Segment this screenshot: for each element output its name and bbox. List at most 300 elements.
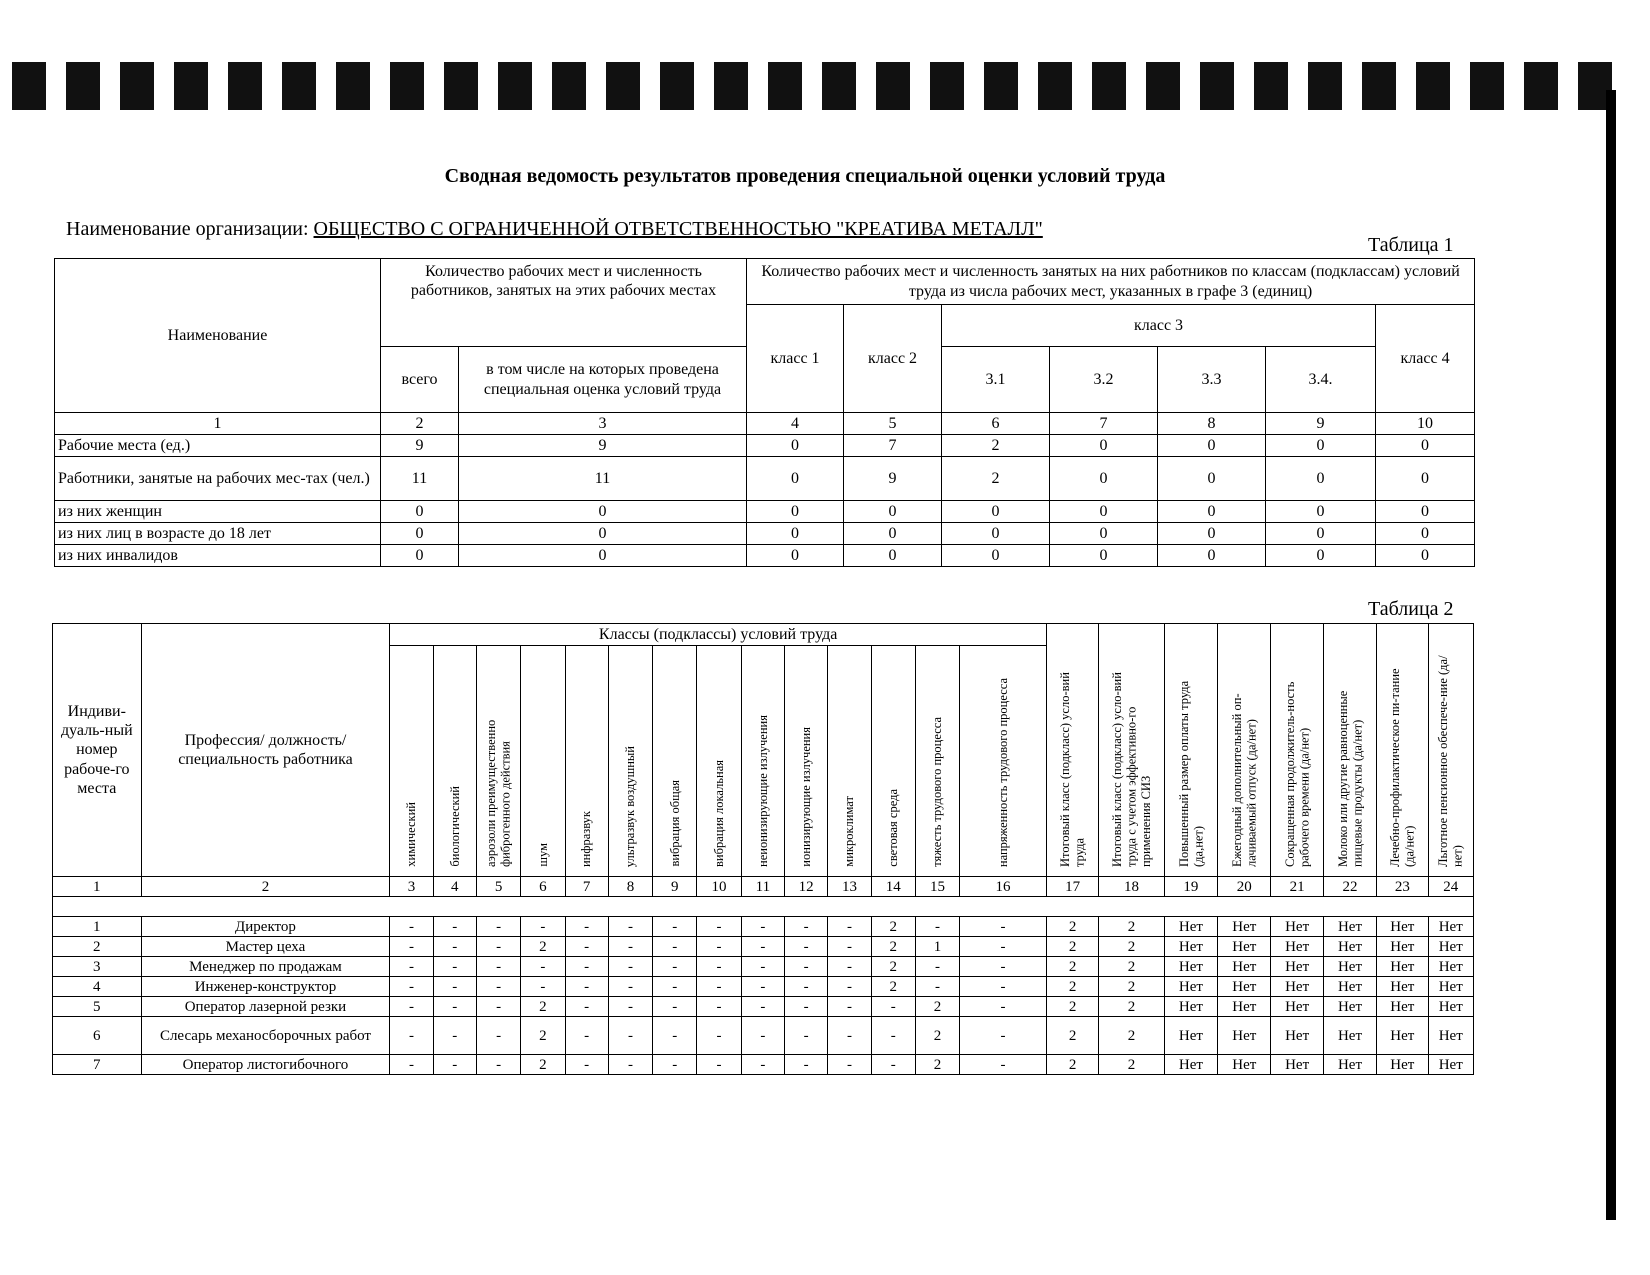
t2-header-extra bbox=[1099, 624, 1164, 877]
t2-header-profession: Профессия/ должность/ специальность работника bbox=[141, 624, 390, 877]
t1-cell: 0 bbox=[381, 545, 459, 567]
t2-cell: 2 bbox=[1099, 977, 1164, 997]
t2-cell: - bbox=[653, 997, 697, 1017]
t2-cell: - bbox=[741, 957, 784, 977]
t2-cell: Нет bbox=[1377, 957, 1428, 977]
t2-cell: - bbox=[785, 917, 828, 937]
t1-col-number: 1 bbox=[55, 413, 381, 435]
table-row bbox=[55, 435, 1475, 457]
table-row bbox=[55, 545, 1475, 567]
binding-hole bbox=[1200, 62, 1234, 110]
t2-cell: - bbox=[828, 957, 871, 977]
t2-cell: - bbox=[785, 957, 828, 977]
t2-col-number: 4 bbox=[433, 877, 476, 897]
t1-cell: 0 bbox=[942, 523, 1050, 545]
t2-cell: 2 bbox=[915, 1017, 959, 1055]
t2-header-factor-label: ультразвук воздушный bbox=[623, 745, 638, 867]
t2-cell: - bbox=[433, 1017, 476, 1055]
t1-cell: 0 bbox=[1050, 545, 1158, 567]
t2-header-factor bbox=[608, 646, 652, 877]
t2-cell: Нет bbox=[1428, 1017, 1474, 1055]
t2-header-extra bbox=[1218, 624, 1271, 877]
t2-cell: 2 bbox=[1099, 957, 1164, 977]
t2-cell: 2 bbox=[1099, 1017, 1164, 1055]
t2-header-factor bbox=[390, 646, 433, 877]
t2-header-extra bbox=[1428, 624, 1474, 877]
t2-cell: - bbox=[565, 937, 608, 957]
binding-hole bbox=[1362, 62, 1396, 110]
t1-column-numbers bbox=[55, 413, 1475, 435]
t2-cell: - bbox=[476, 997, 520, 1017]
t1-col-number: 8 bbox=[1158, 413, 1266, 435]
t2-cell: 2 bbox=[871, 937, 915, 957]
summary-table bbox=[54, 258, 1475, 567]
t2-header-extra bbox=[1046, 624, 1098, 877]
t1-cell: 0 bbox=[1158, 523, 1266, 545]
t2-header-extra-label: Ежегодный дополнительный оп-лачиваемый отпуск (да/нет) bbox=[1229, 693, 1259, 867]
t2-col-number: 3 bbox=[390, 877, 433, 897]
t2-cell: - bbox=[433, 917, 476, 937]
table-row bbox=[53, 917, 1474, 937]
binding-hole bbox=[12, 62, 46, 110]
t2-cell: - bbox=[828, 917, 871, 937]
t1-cell: 0 bbox=[1158, 435, 1266, 457]
t2-cell: - bbox=[871, 997, 915, 1017]
t2-cell: - bbox=[785, 977, 828, 997]
t2-cell: - bbox=[871, 1017, 915, 1055]
t2-workplace-number: 3 bbox=[53, 957, 142, 977]
t2-cell: - bbox=[390, 1055, 433, 1075]
t1-cell: 0 bbox=[844, 523, 942, 545]
t2-header-classes: Классы (подклассы) условий труда bbox=[390, 624, 1047, 646]
t1-cell: 0 bbox=[747, 545, 844, 567]
table-row bbox=[53, 977, 1474, 997]
t2-cell: 2 bbox=[1099, 937, 1164, 957]
t2-cell: Нет bbox=[1428, 977, 1474, 997]
t2-header-factor-label: вибрация локальная bbox=[711, 760, 726, 867]
t2-cell: - bbox=[476, 937, 520, 957]
t1-header-assessed: в том числе на которых проведена специальная оценка условий труда bbox=[459, 347, 747, 413]
t1-col-number: 3 bbox=[459, 413, 747, 435]
t2-workplace-number: 4 bbox=[53, 977, 142, 997]
t2-cell: - bbox=[433, 937, 476, 957]
binding-hole bbox=[768, 62, 802, 110]
t2-cell: - bbox=[828, 1017, 871, 1055]
binding-hole bbox=[876, 62, 910, 110]
t2-col-number: 15 bbox=[915, 877, 959, 897]
binding-hole bbox=[390, 62, 424, 110]
t1-header-classes: Количество рабочих мест и численность занятых на них работников по классам (подклассам) условий труда из числа рабочих мест, указанных в графе 3 (единиц) bbox=[747, 259, 1475, 305]
t2-col-number: 22 bbox=[1323, 877, 1376, 897]
t2-cell: - bbox=[653, 1017, 697, 1055]
t2-cell: Нет bbox=[1164, 997, 1217, 1017]
t1-cell: 0 bbox=[747, 457, 844, 501]
binding-hole bbox=[228, 62, 262, 110]
t1-cell: 0 bbox=[1266, 457, 1376, 501]
t1-cell: 2 bbox=[942, 435, 1050, 457]
t2-profession: Оператор листогибочного bbox=[141, 1055, 390, 1075]
t1-cell: 11 bbox=[459, 457, 747, 501]
binding-hole bbox=[1146, 62, 1180, 110]
t1-cell: 0 bbox=[1376, 501, 1475, 523]
t2-cell: - bbox=[476, 977, 520, 997]
t2-header-factor-label: неионизирующие излучения bbox=[755, 715, 770, 867]
t2-cell: - bbox=[828, 937, 871, 957]
table1-caption: Таблица 1 bbox=[1368, 234, 1454, 256]
t2-cell: 2 bbox=[915, 1055, 959, 1075]
t2-cell: Нет bbox=[1428, 1055, 1474, 1075]
t2-cell: Нет bbox=[1323, 1017, 1376, 1055]
t2-cell: - bbox=[697, 957, 741, 977]
t2-cell: Нет bbox=[1377, 937, 1428, 957]
t2-cell: - bbox=[565, 917, 608, 937]
t2-cell: - bbox=[608, 1017, 652, 1055]
t2-cell: - bbox=[960, 997, 1047, 1017]
t2-cell: Нет bbox=[1377, 997, 1428, 1017]
t2-col-number: 16 bbox=[960, 877, 1047, 897]
binding-hole bbox=[336, 62, 370, 110]
t2-header-factor bbox=[785, 646, 828, 877]
t2-cell: Нет bbox=[1218, 1055, 1271, 1075]
t2-cell: 2 bbox=[521, 1055, 565, 1075]
t2-header-factor-label: инфразвук bbox=[579, 810, 594, 867]
t1-header-name: Наименование bbox=[55, 259, 381, 413]
t2-profession: Слесарь механосборочных работ bbox=[141, 1017, 390, 1055]
t1-col-number: 6 bbox=[942, 413, 1050, 435]
t2-header-factor-label: биологический bbox=[447, 786, 462, 867]
t2-cell: - bbox=[785, 937, 828, 957]
t1-row-label: из них лиц в возрасте до 18 лет bbox=[55, 523, 381, 545]
binding-hole bbox=[1524, 62, 1558, 110]
t2-header-extra-label: Итоговый класс (подкласс) усло-вий труда с учетом эффективно-го применения СИЗ bbox=[1109, 672, 1153, 867]
t2-header-extra-label: Итоговый класс (подкласс) усло-вий труда bbox=[1058, 672, 1087, 867]
t1-cell: 0 bbox=[459, 545, 747, 567]
t2-cell: Нет bbox=[1377, 917, 1428, 937]
t2-cell: - bbox=[608, 917, 652, 937]
t1-cell: 9 bbox=[459, 435, 747, 457]
t1-cell: 0 bbox=[1266, 545, 1376, 567]
organization-line bbox=[66, 218, 1043, 241]
t2-cell: - bbox=[785, 1055, 828, 1075]
t1-cell: 0 bbox=[942, 545, 1050, 567]
t2-cell: - bbox=[521, 957, 565, 977]
binding-hole bbox=[714, 62, 748, 110]
t1-cell: 9 bbox=[381, 435, 459, 457]
t2-cell: - bbox=[697, 997, 741, 1017]
t2-col-number: 6 bbox=[521, 877, 565, 897]
t1-header-3-2: 3.2 bbox=[1050, 347, 1158, 413]
t2-cell: - bbox=[697, 977, 741, 997]
t2-cell: - bbox=[521, 917, 565, 937]
t2-cell: Нет bbox=[1164, 1017, 1217, 1055]
t1-cell: 0 bbox=[459, 523, 747, 545]
t1-cell: 0 bbox=[942, 501, 1050, 523]
t2-cell: 2 bbox=[1046, 977, 1098, 997]
t2-cell: 2 bbox=[1046, 1055, 1098, 1075]
t2-header-extra-label: Лечебно-профилактическое пи-тание (да/нет) bbox=[1387, 668, 1417, 867]
binding-hole bbox=[552, 62, 586, 110]
t2-col-number: 14 bbox=[871, 877, 915, 897]
binding-hole bbox=[444, 62, 478, 110]
t2-cell: 1 bbox=[915, 937, 959, 957]
t1-cell: 0 bbox=[747, 523, 844, 545]
t2-cell: - bbox=[476, 957, 520, 977]
t1-cell: 0 bbox=[1376, 545, 1475, 567]
t2-cell: 2 bbox=[1046, 937, 1098, 957]
t2-header-extra bbox=[1323, 624, 1376, 877]
t2-header-factor bbox=[871, 646, 915, 877]
t2-cell: Нет bbox=[1271, 1017, 1323, 1055]
t2-profession: Инженер-конструктор bbox=[141, 977, 390, 997]
t1-cell: 0 bbox=[1376, 523, 1475, 545]
t2-cell: - bbox=[608, 957, 652, 977]
t2-col-number: 21 bbox=[1271, 877, 1323, 897]
t2-col-number: 7 bbox=[565, 877, 608, 897]
t1-header-3-1: 3.1 bbox=[942, 347, 1050, 413]
t2-cell: - bbox=[741, 917, 784, 937]
t2-col-number: 9 bbox=[653, 877, 697, 897]
t2-header-factor-label: ионизирующие излучения bbox=[798, 727, 813, 867]
t2-cell: - bbox=[960, 1055, 1047, 1075]
t2-cell: 2 bbox=[521, 937, 565, 957]
organization-label: Наименование организации: bbox=[66, 218, 309, 240]
t1-col-number: 7 bbox=[1050, 413, 1158, 435]
t2-cell: Нет bbox=[1164, 937, 1217, 957]
t2-cell: - bbox=[960, 917, 1047, 937]
binding-hole bbox=[1470, 62, 1504, 110]
t1-header-total: всего bbox=[381, 347, 459, 413]
t2-cell: Нет bbox=[1323, 957, 1376, 977]
t2-cell: - bbox=[565, 997, 608, 1017]
t2-cell: Нет bbox=[1271, 1055, 1323, 1075]
t2-header-extra-label: Повышенный размер оплаты труда (да,нет) bbox=[1176, 680, 1205, 867]
t2-cell: Нет bbox=[1218, 937, 1271, 957]
t2-profession: Мастер цеха bbox=[141, 937, 390, 957]
t1-col-number: 4 bbox=[747, 413, 844, 435]
binding-hole bbox=[498, 62, 532, 110]
t2-header-factor-label: микроклимат bbox=[842, 796, 857, 867]
t2-cell: Нет bbox=[1164, 917, 1217, 937]
t1-cell: 0 bbox=[747, 501, 844, 523]
t2-col-number: 5 bbox=[476, 877, 520, 897]
t2-cell: Нет bbox=[1218, 957, 1271, 977]
table-row bbox=[55, 501, 1475, 523]
t1-col-number: 9 bbox=[1266, 413, 1376, 435]
t2-col-number: 11 bbox=[741, 877, 784, 897]
t2-cell: Нет bbox=[1271, 997, 1323, 1017]
t2-cell: 2 bbox=[521, 997, 565, 1017]
t2-cell: - bbox=[960, 1017, 1047, 1055]
t2-cell: 2 bbox=[1099, 997, 1164, 1017]
t2-header-factor-label: напряженность трудового процесса bbox=[995, 677, 1010, 867]
t2-profession: Директор bbox=[141, 917, 390, 937]
t2-cell: - bbox=[608, 937, 652, 957]
t1-col-number: 10 bbox=[1376, 413, 1475, 435]
t2-cell: 2 bbox=[1046, 1017, 1098, 1055]
t2-cell: - bbox=[828, 977, 871, 997]
t1-row-label: из них женщин bbox=[55, 501, 381, 523]
t1-cell: 0 bbox=[459, 501, 747, 523]
t2-header-factor bbox=[741, 646, 784, 877]
t1-header-class1: класс 1 bbox=[747, 305, 844, 413]
t2-col-number: 12 bbox=[785, 877, 828, 897]
t2-cell: Нет bbox=[1271, 957, 1323, 977]
t2-header-factor bbox=[521, 646, 565, 877]
t2-cell: Нет bbox=[1377, 1017, 1428, 1055]
t2-col-number: 13 bbox=[828, 877, 871, 897]
t2-cell: - bbox=[433, 1055, 476, 1075]
t2-cell: - bbox=[608, 997, 652, 1017]
table-row bbox=[53, 1055, 1474, 1075]
t1-cell: 0 bbox=[1050, 501, 1158, 523]
t2-cell: - bbox=[915, 917, 959, 937]
t2-cell: Нет bbox=[1428, 997, 1474, 1017]
t2-header-factor-label: световая среда bbox=[886, 789, 901, 867]
t1-cell: 0 bbox=[1376, 435, 1475, 457]
t2-cell: - bbox=[433, 997, 476, 1017]
t1-header-class4: класс 4 bbox=[1376, 305, 1475, 413]
t1-col-number: 2 bbox=[381, 413, 459, 435]
t1-cell: 0 bbox=[1158, 501, 1266, 523]
t2-header-extra bbox=[1377, 624, 1428, 877]
t2-cell: - bbox=[653, 937, 697, 957]
t2-cell: - bbox=[608, 977, 652, 997]
t2-cell: - bbox=[521, 977, 565, 997]
table2-caption: Таблица 2 bbox=[1368, 598, 1454, 620]
t2-cell: Нет bbox=[1271, 937, 1323, 957]
t2-cell: - bbox=[741, 977, 784, 997]
t2-cell: - bbox=[390, 977, 433, 997]
t2-cell: 2 bbox=[521, 1017, 565, 1055]
t2-cell: 2 bbox=[871, 977, 915, 997]
t2-cell: 2 bbox=[1046, 997, 1098, 1017]
t2-column-numbers bbox=[53, 877, 1474, 897]
t2-workplace-number: 5 bbox=[53, 997, 142, 1017]
t2-cell: Нет bbox=[1218, 917, 1271, 937]
binding-hole bbox=[1416, 62, 1450, 110]
table-row bbox=[53, 997, 1474, 1017]
binding-hole bbox=[606, 62, 640, 110]
t2-header-extra-label: Льготное пенсионное обеспече-ние (да/нет) bbox=[1436, 655, 1465, 867]
binding-hole bbox=[174, 62, 208, 110]
page-edge-bar bbox=[1606, 90, 1616, 1220]
t1-cell: 2 bbox=[942, 457, 1050, 501]
binding-hole bbox=[984, 62, 1018, 110]
t2-cell: Нет bbox=[1428, 957, 1474, 977]
t2-cell: - bbox=[608, 1055, 652, 1075]
t2-header-extra-label: Сокращенная продолжитель-ность рабочего времени (да/нет) bbox=[1282, 681, 1312, 867]
t2-header-factor bbox=[653, 646, 697, 877]
t2-cell: - bbox=[565, 957, 608, 977]
t2-col-number: 18 bbox=[1099, 877, 1164, 897]
table-row bbox=[55, 457, 1475, 501]
t2-cell: - bbox=[915, 977, 959, 997]
t2-cell: Нет bbox=[1164, 977, 1217, 997]
t2-cell: - bbox=[390, 917, 433, 937]
t1-cell: 0 bbox=[1376, 457, 1475, 501]
t2-cell: - bbox=[741, 1055, 784, 1075]
table-row bbox=[53, 957, 1474, 977]
t2-header-extra bbox=[1271, 624, 1323, 877]
t2-cell: 2 bbox=[1046, 957, 1098, 977]
t2-cell: - bbox=[960, 957, 1047, 977]
t2-col-number: 23 bbox=[1377, 877, 1428, 897]
t2-workplace-number: 6 bbox=[53, 1017, 142, 1055]
t2-col-number: 17 bbox=[1046, 877, 1098, 897]
t2-cell: - bbox=[741, 937, 784, 957]
binding-hole bbox=[1038, 62, 1072, 110]
t2-cell: - bbox=[785, 1017, 828, 1055]
table-row bbox=[55, 523, 1475, 545]
t2-cell: Нет bbox=[1218, 1017, 1271, 1055]
t2-header-factor bbox=[960, 646, 1047, 877]
t2-cell: Нет bbox=[1323, 937, 1376, 957]
t2-col-number: 10 bbox=[697, 877, 741, 897]
t2-cell: - bbox=[697, 1017, 741, 1055]
t2-cell: - bbox=[390, 997, 433, 1017]
binding-hole bbox=[1092, 62, 1126, 110]
t2-cell: Нет bbox=[1271, 977, 1323, 997]
t2-col-number: 19 bbox=[1164, 877, 1217, 897]
binding-hole bbox=[66, 62, 100, 110]
t1-row-label: Работники, занятые на рабочих мес-тах (чел.) bbox=[55, 457, 381, 501]
t2-cell: 2 bbox=[871, 917, 915, 937]
t2-header-extra bbox=[1164, 624, 1217, 877]
t1-cell: 0 bbox=[381, 501, 459, 523]
t1-cell: 0 bbox=[1158, 545, 1266, 567]
workplace-table bbox=[52, 623, 1474, 1075]
t1-row-label: Рабочие места (ед.) bbox=[55, 435, 381, 457]
t2-cell: - bbox=[653, 957, 697, 977]
t2-cell: - bbox=[390, 937, 433, 957]
t1-cell: 0 bbox=[1050, 523, 1158, 545]
t2-cell: - bbox=[653, 1055, 697, 1075]
organization-name: ОБЩЕСТВО С ОГРАНИЧЕННОЙ ОТВЕТСТВЕННОСТЬЮ "КРЕАТИВА МЕТАЛЛ" bbox=[313, 218, 1043, 240]
t2-cell: - bbox=[390, 1017, 433, 1055]
t2-col-number: 1 bbox=[53, 877, 142, 897]
t1-header-class2: класс 2 bbox=[844, 305, 942, 413]
t2-workplace-number: 1 bbox=[53, 917, 142, 937]
binding-hole bbox=[660, 62, 694, 110]
t1-cell: 0 bbox=[1158, 457, 1266, 501]
t1-cell: 0 bbox=[1266, 435, 1376, 457]
t1-cell: 0 bbox=[1266, 523, 1376, 545]
t2-cell: Нет bbox=[1323, 977, 1376, 997]
t2-cell: - bbox=[741, 1017, 784, 1055]
t1-row-label: из них инвалидов bbox=[55, 545, 381, 567]
t2-col-number: 20 bbox=[1218, 877, 1271, 897]
t2-cell: Нет bbox=[1428, 937, 1474, 957]
t2-cell: - bbox=[871, 1055, 915, 1075]
t2-cell: - bbox=[476, 1017, 520, 1055]
t1-cell: 0 bbox=[844, 501, 942, 523]
t2-cell: - bbox=[476, 1055, 520, 1075]
t2-cell: - bbox=[697, 937, 741, 957]
t2-header-factor bbox=[433, 646, 476, 877]
t2-cell: - bbox=[697, 917, 741, 937]
t2-cell: Нет bbox=[1218, 977, 1271, 997]
t2-cell: - bbox=[828, 997, 871, 1017]
t2-workplace-number: 2 bbox=[53, 937, 142, 957]
t2-cell: - bbox=[653, 917, 697, 937]
t2-header-factor bbox=[476, 646, 520, 877]
t1-cell: 11 bbox=[381, 457, 459, 501]
t2-cell: Нет bbox=[1377, 1055, 1428, 1075]
t1-cell: 9 bbox=[844, 457, 942, 501]
t1-col-number: 5 bbox=[844, 413, 942, 435]
t1-cell: 7 bbox=[844, 435, 942, 457]
t2-cell: 2 bbox=[871, 957, 915, 977]
